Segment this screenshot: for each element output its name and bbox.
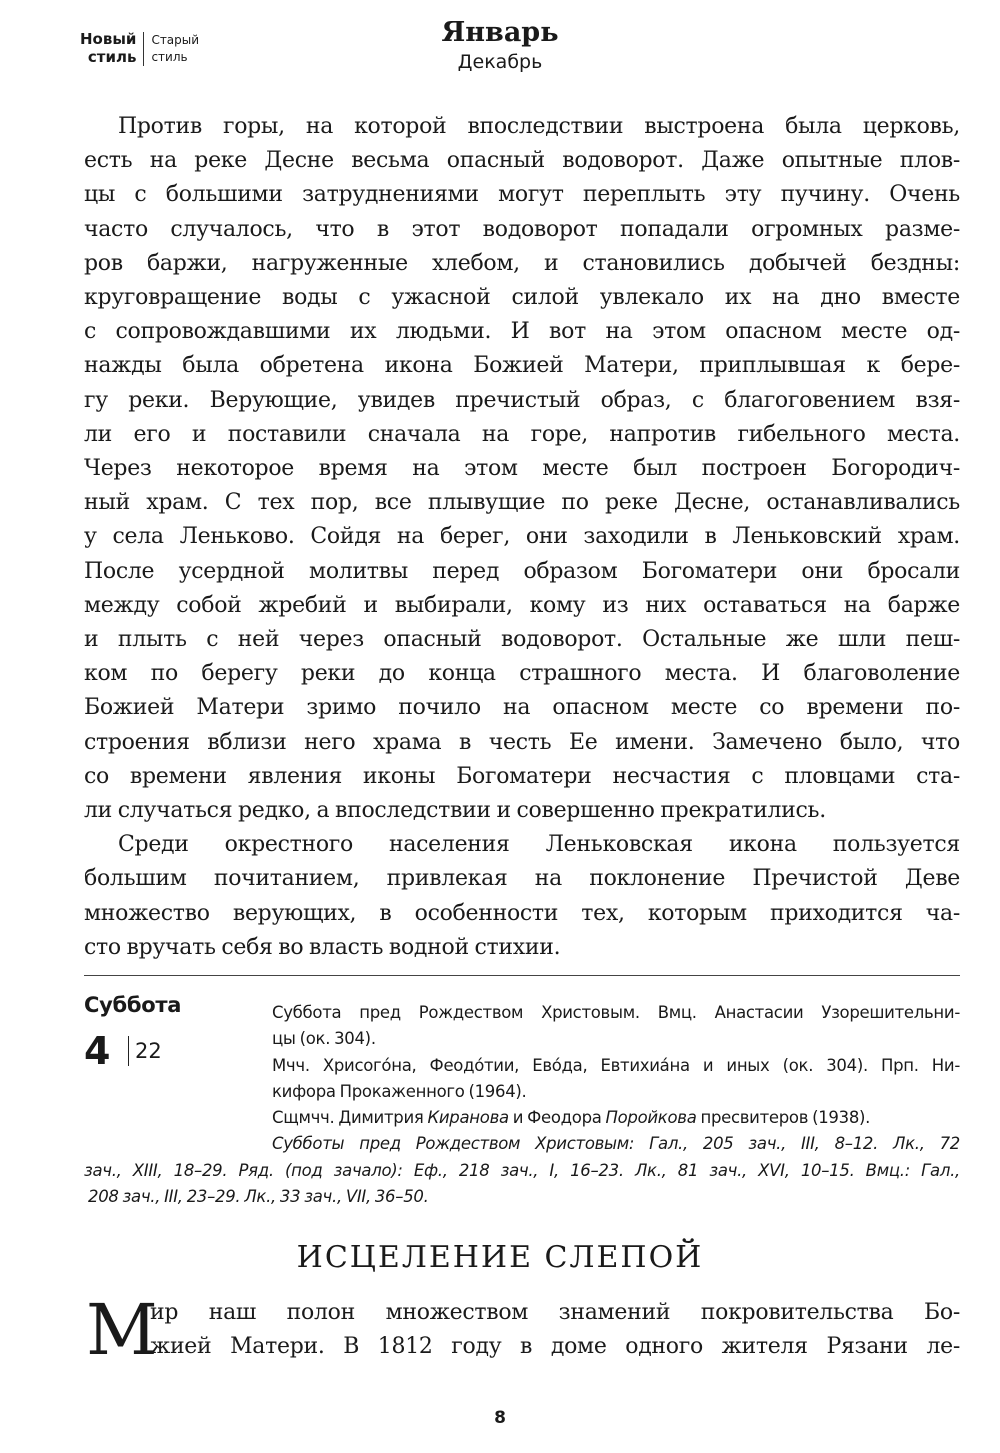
text-line: большим почитанием, привлекая на поклонение Пречистой Деве <box>84 866 960 892</box>
new-style-label: Новый стиль <box>80 30 137 66</box>
day-number-new-style: 4 <box>84 1029 111 1073</box>
main-text <box>84 110 960 965</box>
saints-line: Сщмчч. Димитрия Киранова и Феодора Поройкова пресвитеров (1938). <box>272 1108 871 1128</box>
text-line: Через некоторое время на этом месте был построен Богородич- <box>84 456 960 482</box>
text-line: сто вручать себя во власть водной стихии. <box>84 934 561 960</box>
saints-line: Суббота пред Рождеством Христовым. Вмц. Анастасии Узорешительни- <box>272 1003 960 1022</box>
day-of-week: Суббота <box>84 993 182 1017</box>
text-line: строения вблизи него храма в честь Ее имени. Замечено было, что <box>84 729 960 755</box>
text-line: ком по берегу реки до конца страшного места. И благоволение <box>84 661 960 687</box>
text-line: гу реки. Верующие, увидев пречистый образ, с благоговением взя- <box>84 387 960 413</box>
old-style-label: Старый стиль <box>151 33 200 64</box>
saints-line: Мчч. Хрисого́на, Феодо́тии, Ево́да, Евтихиа́на и иных (ок. 304). Прп. Ни- <box>272 1055 960 1075</box>
month-old-style: Декабрь <box>457 51 543 73</box>
text-line: Божией Матери зримо почило на опасном месте со времени по- <box>84 695 960 721</box>
page-number: 8 <box>494 1408 506 1428</box>
text-line: Среди окрестного населения Леньковская икона пользуется <box>118 832 960 858</box>
text-line: круговращение воды с ужасной силой увлекало их на дно вместе <box>84 285 960 311</box>
text-line: есть на реке Десне весьма опасный водоворот. Даже опытные плов- <box>84 148 960 174</box>
drop-cap: М <box>86 1289 158 1371</box>
text-line: с сопровождавшими их людьми. И вот на этом опасном месте од- <box>84 319 960 345</box>
text-line: со времени явления иконы Богоматери несчастия с пловцами ста- <box>84 763 960 789</box>
readings-line: зач., XIII, 18–29. Ряд. (под зачало): Еф., 218 зач., I, 16–23. Лк., 81 зач., XVI, 10–15. Вмц.: Гал., <box>84 1160 960 1180</box>
month-header <box>0 16 1000 74</box>
text-line: ров баржи, нагруженные хлебом, и становились добычей бездны: <box>84 250 960 276</box>
section-line: ир наш полон множеством знамений покровительства Бо- <box>150 1300 960 1325</box>
section-text <box>150 1296 960 1364</box>
day-number-old-style: 22 <box>128 1036 162 1066</box>
text-line: ли случаться редко, а впоследствии и совершенно прекратились. <box>84 798 826 824</box>
text-line: множество верующих, в особенности тех, которым приходится ча- <box>84 900 960 926</box>
saints-line: кифора Прокаженного (1964). <box>272 1081 527 1101</box>
text-line: и плыть с ней через опасный водоворот. Остальные же шли пеш- <box>84 627 960 653</box>
section-divider <box>84 975 960 976</box>
text-line: цы с большими затруднениями могут переплыть эту пучину. Очень <box>84 182 960 208</box>
section-title: ИСЦЕЛЕНИЕ СЛЕПОЙ <box>296 1240 704 1275</box>
text-line: часто случалось, что в этот водоворот попадали огромных разме- <box>84 216 960 242</box>
text-line: Против горы, на которой впоследствии выстроена была церковь, <box>118 114 960 139</box>
readings-line: 208 зач., III, 23–29. Лк., 33 зач., VII, 36–50. <box>88 1187 429 1207</box>
text-line: нажды была обретена икона Божией Матери, приплывшая к бере- <box>84 353 960 379</box>
text-line: у села Леньково. Сойдя на берег, они заходили в Леньковский храм. <box>84 524 960 550</box>
saints-line: цы (ок. 304). <box>272 1029 376 1049</box>
month-new-style: Январь <box>441 17 559 48</box>
text-line: ли его и поставили сначала на горе, напротив гибельного места. <box>84 421 960 447</box>
readings-line: Субботы пред Рождеством Христовым: Гал., 205 зач., III, 8–12. Лк., 72 <box>272 1134 960 1154</box>
text-line: После усердной молитвы перед образом Богоматери они бросали <box>84 558 960 584</box>
section-line: жией Матери. В 1812 году в доме одного жителя Рязани ле- <box>150 1334 960 1359</box>
text-line: ный храм. С тех пор, все плывущие по реке Десне, останавливались <box>84 490 960 516</box>
text-line: между собой жребий и выбирали, кому из них оставаться на барже <box>84 592 960 618</box>
saints-commemoration <box>84 1000 960 1210</box>
